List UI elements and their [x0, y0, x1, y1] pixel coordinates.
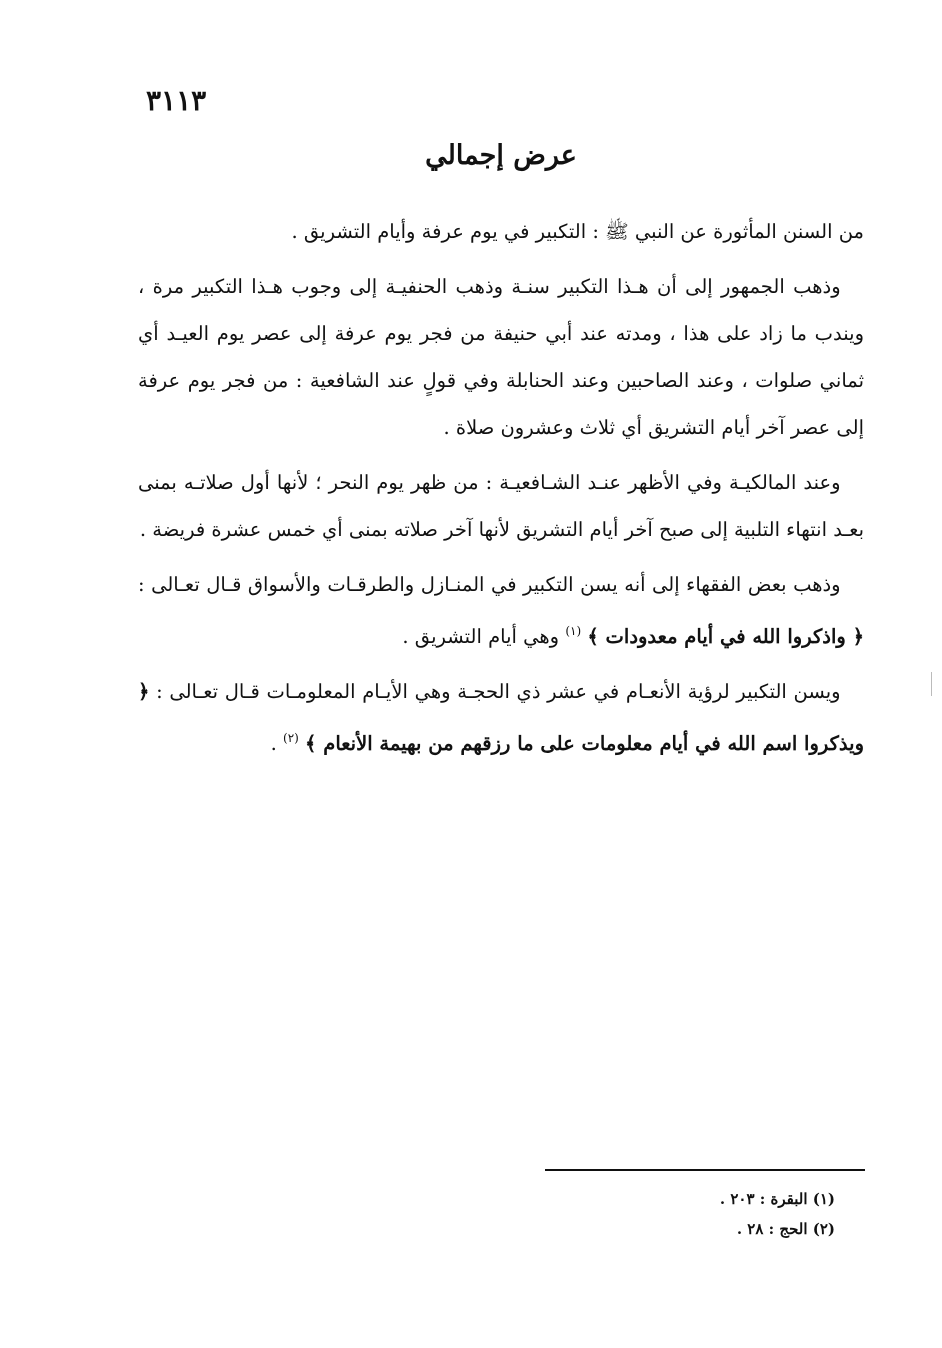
paragraph-text: وذهب بعض الفقهاء إلى أنه يسن التكبير في المنـازل والطرقـات والأسواق قـال تعـالى :	[138, 573, 841, 596]
margin-mark	[931, 672, 932, 696]
paragraph-text: .	[270, 732, 283, 755]
paragraph-text: من السنن المأثورة عن النبي ﷺ : التكبير في يوم عرفة وأيام التشريق .	[291, 220, 864, 243]
paragraph-text: وعند المالكيـة وفي الأظهر عنـد الشـافعيـة : من ظهر يوم النحر ؛ لأنها أول صلاتـه بمنى بعـد انتهاء التلبية إلى صبح آخر أيام التشريق لأنها آخر صلاته بمنى أي خمس عشرة فريضة .	[138, 471, 864, 541]
paragraph-takbir-places	[138, 561, 864, 660]
quran-verse: ﴿ ويذكروا اسم الله في أيام معلومات على ما رزقهم من بهيمة الأنعام ﴾	[138, 680, 864, 755]
footnote-1: (١) البقرة : ٢٠٣ .	[719, 1190, 835, 1208]
footnote-ref: (٢)	[283, 731, 299, 745]
footnote-ref: (١)	[565, 624, 582, 638]
paragraph-majority-view	[138, 263, 864, 451]
footnote-2: (٢) الحج : ٢٨ .	[736, 1220, 835, 1238]
paragraph-maliki-view	[138, 459, 864, 553]
page-number: ٣١١٣	[146, 84, 207, 117]
footnotes	[545, 1184, 835, 1244]
paragraph-text: ويسن التكبير لرؤية الأنعـام في عشر ذي الحجـة وهي الأيـام المعلومـات قـال تعـالى :	[156, 680, 841, 703]
paragraph-intro	[138, 208, 864, 255]
footnote-divider	[545, 1169, 865, 1171]
body-text	[138, 208, 864, 775]
quran-verse: ﴿ واذكروا الله في أيام معدودات ﴾	[587, 625, 864, 648]
page-title: عرض إجمالي	[425, 140, 577, 171]
paragraph-text: وهي أيام التشريق .	[402, 625, 566, 648]
paragraph-takbir-livestock	[138, 668, 864, 767]
paragraph-text: وذهب الجمهور إلى أن هـذا التكبير سنـة وذهب الحنفيـة إلى وجوب هـذا التكبير مرة ، ويندب ما زاد على هذا ، ومدته عند أبي حنيفة من فجر يوم عرفة إلى عصر يوم العيـد أي ثماني صلوات ، وعند الصاحبين وعند الحنابلة وفي قولٍ عند الشافعية : من فجر يوم عرفة إلى عصر آخر أيام التشريق أي ثلاث وعشرون صلاة .	[138, 275, 864, 439]
